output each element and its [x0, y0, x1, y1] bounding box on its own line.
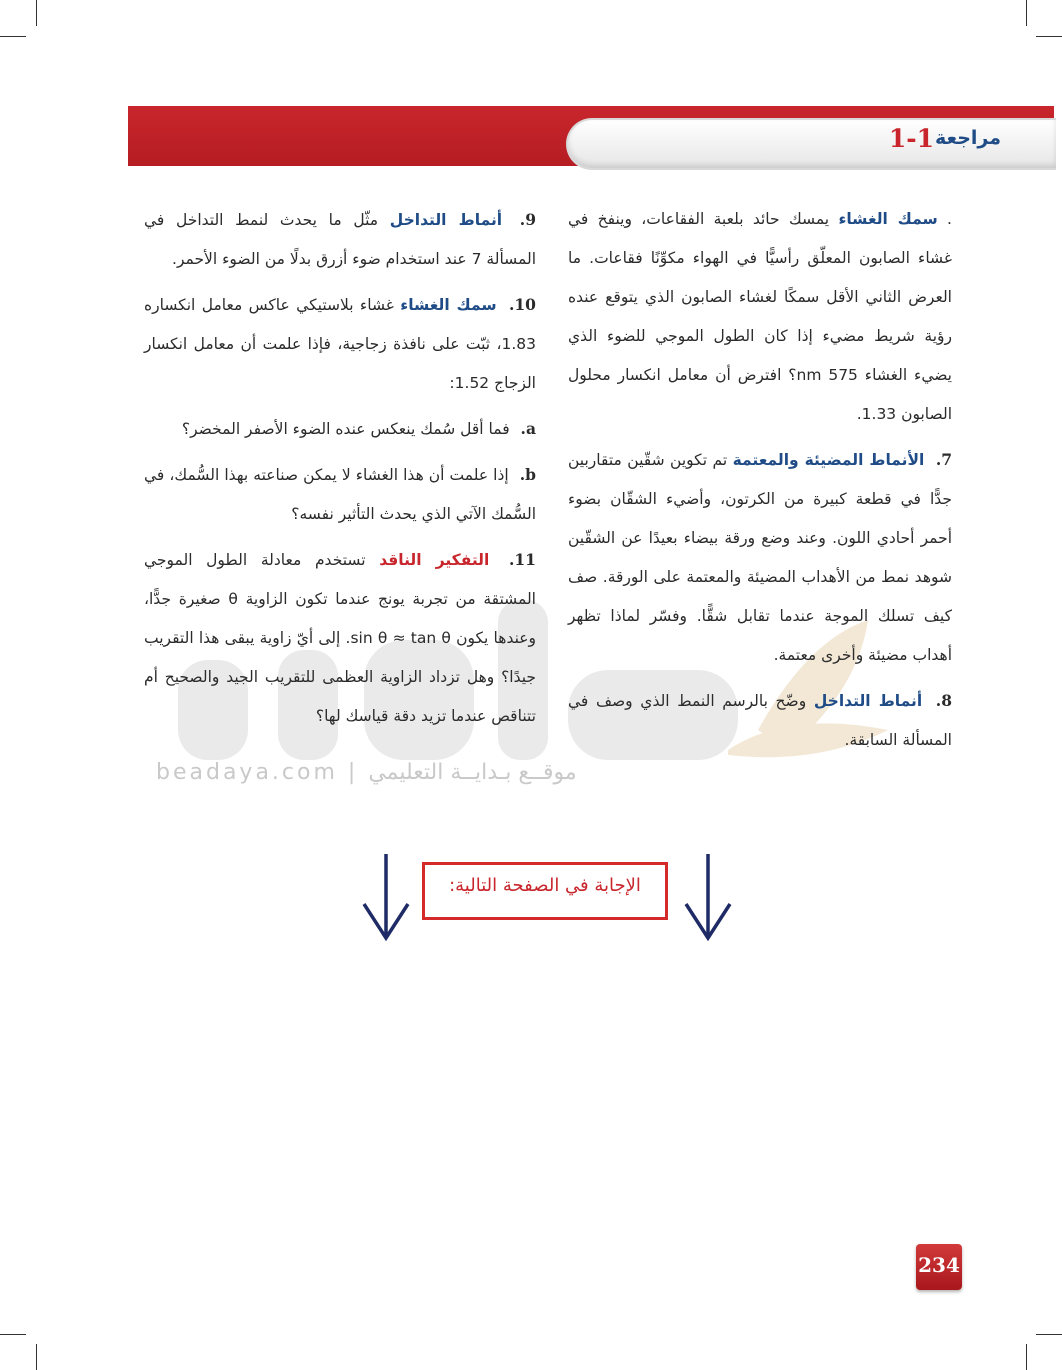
arrow-down-icon [682, 852, 734, 942]
question-11-keyword: التفكير الناقد [379, 551, 490, 569]
crop-mark [0, 1334, 26, 1335]
answer-next-page-text: الإجابة في الصفحة التالية: [449, 875, 641, 896]
section-header-tab [566, 118, 1056, 170]
crop-mark [1026, 1344, 1027, 1370]
question-8-keyword: أنماط التداخل [813, 692, 923, 710]
question-9-keyword: أنماط التداخل [389, 211, 503, 229]
question-10-text: غشاء بلاستيكي عاكس معامل انكساره 1.83، ثبّت على نافذة زجاجية، فإذا علمت أن معامل انكسار الزجاج 1.52: [144, 296, 536, 392]
question-10b-text: إذا علمت أن هذا الغشاء لا يمكن صناعته بهذا السُّمك، في السُّمك الآتي الذي يحدث التأثير نفسه؟ [144, 466, 536, 523]
question-7-number: 7. [935, 450, 953, 469]
question-10 [144, 285, 536, 403]
page-number-badge [916, 1244, 962, 1290]
bullet: . [947, 210, 952, 228]
question-9 [144, 200, 536, 279]
question-7-keyword: الأنماط المضيئة والمعتمة [732, 451, 925, 469]
page-number: 234 [918, 1253, 960, 1277]
answer-next-page-note [422, 862, 668, 920]
crop-mark [1026, 0, 1027, 26]
crop-mark [0, 36, 26, 37]
question-10a [144, 409, 536, 449]
question-8-text: وضّح بالرسم النمط الذي وصف في المسألة السابقة. [568, 692, 952, 749]
question-8-number: 8. [935, 691, 952, 710]
question-7 [568, 440, 952, 675]
question-11-number: 11. [508, 550, 536, 569]
questions-left-column [144, 200, 536, 742]
question-10b [144, 455, 536, 534]
question-6-keyword: سمك الغشاء [838, 210, 938, 228]
questions-right-column [568, 200, 952, 766]
question-11 [144, 540, 536, 736]
crop-mark [1036, 36, 1062, 37]
section-number: 1-1 [888, 124, 934, 153]
crop-mark [36, 1344, 37, 1370]
section-title: مراجعة [934, 127, 1001, 149]
question-9-number: 9. [519, 210, 536, 229]
question-7-text: تم تكوين شقّين متقاربين جدًّا في قطعة كبيرة من الكرتون، وأضيء الشقّان بضوء أحمر أحادي اللون. وعند وضع ورقة بيضاء بعيدًا عن الشقّين شوهد نمط من الأهداب المضيئة والمعتمة على الورقة. صف كيف تسلك الموجة عندما تقابل شقًّا. وفسّر لماذا تظهر أهداب مضيئة وأخرى معتمة. [568, 451, 952, 664]
question-11-text: تستخدم معادلة الطول الموجي المشتقة من تجربة يونج عندما تكون الزاوية θ صغيرة جدًّا، وعندها يكون sin θ ≈ tan θ. إلى أيّ زاوية يبقى هذا التقريب جيدًا؟ وهل تزداد الزاوية العظمى للتقريب الجيد والصحيح أم تتناقص عندما تزيد دقة قياسك لها؟ [144, 551, 536, 725]
question-10-number: 10. [508, 295, 536, 314]
question-10-keyword: سمك الغشاء [400, 296, 497, 314]
crop-mark [1036, 1334, 1062, 1335]
question-6 [568, 200, 952, 434]
arrow-down-icon [360, 852, 412, 942]
watermark-text: beadaya.com | موقــع بـدايــة التعليمي [156, 760, 577, 785]
crop-mark [36, 0, 37, 26]
question-6-text: يمسك حائد بلعبة الفقاعات، وينفخ في غشاء الصابون المعلّق رأسيًّا في الهواء مكوِّنًا فقاعات. ما العرض الثاني الأقل سمكًا لغشاء الصابون الذي يتوقع عنده رؤية شريط مضيء إذا كان الطول الموجي للضوء الذي يضيء الغشاء 575 nm؟ افترض أن معامل انكسار محلول الصابون 1.33. [568, 210, 952, 423]
question-10b-label: b. [519, 465, 536, 484]
question-10a-label: a. [520, 419, 536, 438]
question-9-text: مثّل ما يحدث لنمط التداخل في المسألة 7 عند استخدام ضوء أزرق بدلًا من الضوء الأحمر. [144, 211, 536, 268]
question-8 [568, 681, 952, 760]
question-10a-text: فما أقل سُمك ينعكس عنده الضوء الأصفر المخضر؟ [181, 420, 510, 438]
